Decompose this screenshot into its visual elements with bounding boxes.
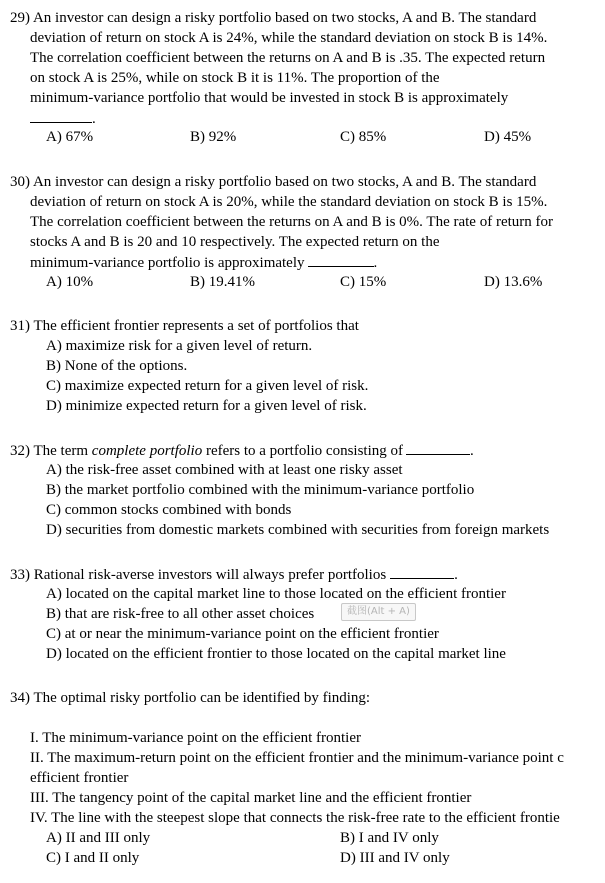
question-number: 31) xyxy=(10,318,30,334)
question-32-stem: 32) The term complete portfolio refers to a portfolio consisting of . xyxy=(10,440,474,460)
question-33-option-c: C) at or near the minimum-variance point on the efficient frontier xyxy=(46,626,439,642)
question-34-option-a: A) II and III only xyxy=(46,830,151,846)
question-30-stem-line-1: 30) An investor can design a risky portfolio based on two stocks, A and B. The standard xyxy=(10,174,537,190)
italic-term: complete portfolio xyxy=(91,443,203,459)
answer-blank xyxy=(406,440,470,455)
answer-blank xyxy=(308,252,374,267)
question-31-option-d: D) minimize expected return for a given level of risk. xyxy=(46,398,367,414)
answer-blank xyxy=(390,564,454,579)
question-29-stem-line-3: The correlation coefficient between the returns on A and B is .35. The expected return xyxy=(30,50,546,66)
question-29-stem-line-5: minimum-variance portfolio that would be invested in stock B is approximately xyxy=(30,90,509,106)
question-34-statement-2: II. The maximum-return point on the efficient frontier and the minimum-variance point c xyxy=(30,750,564,766)
question-34-option-c: C) I and II only xyxy=(46,850,140,866)
question-34-stem: 34) The optimal risky portfolio can be identified by finding: xyxy=(10,690,371,706)
question-32-option-a: A) the risk-free asset combined with at least one risky asset xyxy=(46,462,403,478)
question-31-option-a: A) maximize risk for a given level of return. xyxy=(46,338,313,354)
question-30-option-b: B) 19.41% xyxy=(190,274,255,290)
question-29-option-d: D) 45% xyxy=(484,129,532,145)
question-31-option-c: C) maximize expected return for a given level of risk. xyxy=(46,378,369,394)
question-29-stem-line-2: deviation of return on stock A is 24%, while the standard deviation on stock B is 14%. xyxy=(30,30,548,46)
question-30-stem-line-2: deviation of return on stock A is 20%, while the standard deviation on stock B is 15%. xyxy=(30,194,548,210)
question-31-stem: 31) The efficient frontier represents a set of portfolios that xyxy=(10,318,359,334)
question-34-option-b: B) I and IV only xyxy=(340,830,439,846)
question-33-option-b: B) that are risk-free to all other asset choices xyxy=(46,606,315,622)
question-number: 32) xyxy=(10,443,30,459)
question-34-statement-3: III. The tangency point of the capital market line and the efficient frontier xyxy=(30,790,472,806)
question-34-statement-4: IV. The line with the steepest slope that connects the risk-free rate to the efficient frontie xyxy=(30,810,560,826)
question-29-stem-line-1: 29) An investor can design a risky portfolio based on two stocks, A and B. The standard xyxy=(10,10,537,26)
screenshot-shortcut-tooltip: 截图(Alt + A) xyxy=(341,603,416,621)
question-30-option-d: D) 13.6% xyxy=(484,274,543,290)
question-number: 33) xyxy=(10,567,30,583)
question-32-option-b: B) the market portfolio combined with the minimum-variance portfolio xyxy=(46,482,475,498)
question-33-stem: 33) Rational risk-averse investors will always prefer portfolios . xyxy=(10,564,458,584)
question-29-option-a: A) 67% xyxy=(46,129,94,145)
question-32-option-d: D) securities from domestic markets combined with securities from foreign markets xyxy=(46,522,550,538)
question-29-stem-line-4: on stock A is 25%, while on stock B it is 11%. The proportion of the xyxy=(30,70,440,86)
question-32-option-c: C) common stocks combined with bonds xyxy=(46,502,292,518)
question-30-stem-line-4: stocks A and B is 20 and 10 respectively. The expected return on the xyxy=(30,234,440,250)
question-34-statement-2-cont: efficient frontier xyxy=(30,770,129,786)
question-30-stem-line-5: minimum-variance portfolio is approximately . xyxy=(30,252,377,272)
question-30-option-c: C) 15% xyxy=(340,274,387,290)
question-number: 30) xyxy=(10,174,30,190)
question-number: 34) xyxy=(10,690,30,706)
question-33-option-d: D) located on the efficient frontier to those located on the capital market line xyxy=(46,646,506,662)
question-34-option-d: D) III and IV only xyxy=(340,850,450,866)
question-34-statement-1: I. The minimum-variance point on the efficient frontier xyxy=(30,730,362,746)
answer-blank: . xyxy=(30,108,96,128)
question-number: 29) xyxy=(10,10,30,26)
question-29-option-c: C) 85% xyxy=(340,129,387,145)
question-29-option-b: B) 92% xyxy=(190,129,237,145)
question-30-stem-line-3: The correlation coefficient between the returns on A and B is 0%. The rate of return for xyxy=(30,214,554,230)
question-33-option-a: A) located on the capital market line to those located on the efficient frontier xyxy=(46,586,506,602)
question-31-option-b: B) None of the options. xyxy=(46,358,188,374)
question-30-option-a: A) 10% xyxy=(46,274,94,290)
